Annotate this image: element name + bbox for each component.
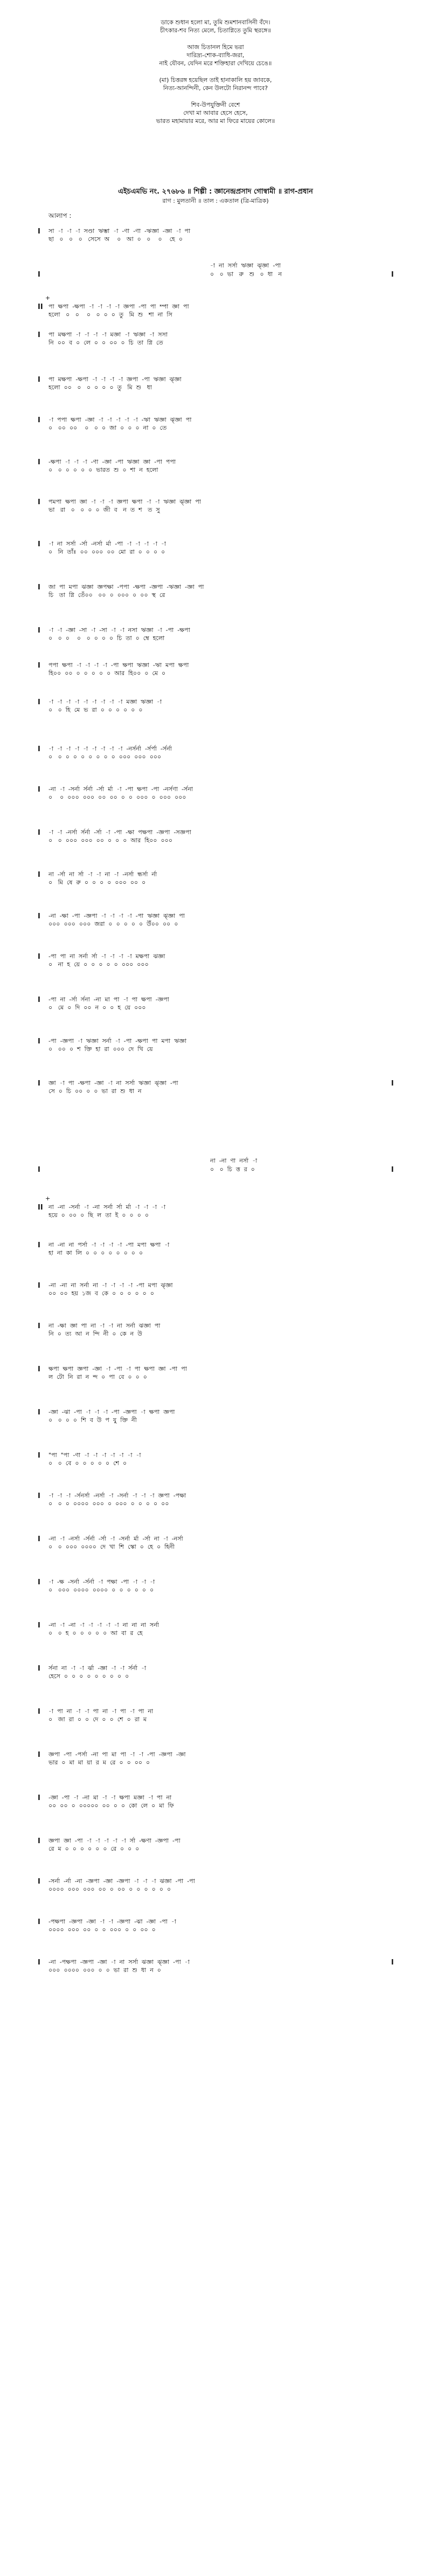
bani-line: ০ ০ ০ ০০০০ ০০০ ০ ০০০ ০ ০ ০ ০ ০০	[48, 1500, 169, 1507]
bar-line: I	[38, 540, 40, 548]
swara-line: -না -া -নর্সা -র্সর্না -র্সা -া -সর্না র্মা -র্সা না -া -নর্সা	[48, 1535, 183, 1542]
bar-line: I	[38, 786, 40, 794]
notation-row	[0, 1620, 431, 1642]
bani-line: ০০০ ০০০০ ০০০ ০ ০ ভা রা শু ধা ন ০	[48, 1967, 161, 1974]
lyric-line: নিত্য-আনন্দিনী, কেন উলটো নিরানন্দ পাবে?	[163, 85, 268, 92]
notation-row	[0, 697, 431, 719]
notation-row	[0, 828, 431, 849]
swara-line: ০ ০ চি ত্ত র ০	[210, 1166, 255, 1173]
bani-line: ০ না হ য়ে ০ ০ ০ ০ ০ ০০০ ০০০	[48, 961, 149, 968]
notation-row	[0, 375, 431, 396]
swara-line: -া -া -া -া -া -া -া -া -া মজ্ঞা ঋজ্ঞা -া	[48, 698, 162, 705]
bar-line: I	[38, 1878, 40, 1886]
bani-line: হেসে ০ ০ ০ ০ ০ ০ ০ ০ ০	[48, 1673, 129, 1680]
lyric-line: দারিদ্র্য-শোক-ব্যাধি-জরা,	[186, 52, 245, 59]
bar-line: I	[391, 271, 394, 279]
bani-line: রে ম ০ ০ ০ ০ ০ ০ রে ০ ০ ০	[48, 1845, 140, 1852]
bar-line: I	[38, 1959, 40, 1967]
notation-row	[0, 1407, 431, 1429]
notation-row	[0, 1877, 431, 1898]
bar-line: I	[38, 1166, 40, 1174]
bani-line: ০ নি তাঁঃ ০০ ০০০ ০০ মো রা ০ ০ ০ ০	[48, 548, 165, 555]
swara-line: -না -া -না -া -া -া -া -া না না না সর্না	[48, 1622, 159, 1629]
bani-line: নি ০০ ব ০ লে ০ ০ ০০ ০ চি তা গ্নি তে	[48, 339, 163, 346]
notation-row	[0, 226, 431, 248]
lyrics-stanza	[0, 76, 431, 92]
bani-line: ০ জা রা ০ ০ দে ০ ০ শে ০ রা ম	[48, 1716, 147, 1723]
swara-line: জ্ঞা -া পা -ক্ষপা -জ্ঞা -া না সর্সা ঋজ্ঞা ঝ্জ্ঞা -পা	[48, 1080, 178, 1087]
bani-line: ০ ০০০ ০০০০ ০০০০ ০ ০ ০ ০ ০ ০	[48, 1586, 154, 1593]
raga-tala-info: রাগ : মুলতানী ॥ তাল : একতাল (ত্রি-মাত্রিক)	[162, 197, 269, 204]
notation-row	[0, 1364, 431, 1386]
bani-line: ০ ০ হ ০ ০ ০ ০ ০ আ বা র হে	[48, 1630, 143, 1637]
lyrics-stanza	[0, 43, 431, 67]
swara-line: না -ক্ষা জ্ঞা পা না -া -া না সর্না ঝজ্ঞা পা	[48, 1322, 161, 1329]
notation-row	[0, 497, 431, 519]
bar-line: I	[38, 416, 40, 424]
bar-line: I	[38, 698, 40, 706]
swara-line: -সর্না -র্না -না -জ্ঞপা -জ্ঞা -জ্ঞপা -া -া -া ঝজ্ঞা -পা -পা	[48, 1878, 195, 1885]
bani-line: চি তা গ্নি তেঁ০০ ০০ ০ ০০০ ০ ০০ স্থ রে	[48, 592, 165, 599]
bani-line: হলো ০০ ০ ০ ০ ০ ০ তু মি শু ধা	[48, 384, 152, 391]
bani-line: ল টো নি রা ন ন্দ ০ পা বে ০ ০ ০	[48, 1373, 147, 1380]
bar-line: II	[38, 1204, 43, 1212]
bar-line: I	[38, 996, 40, 1004]
bar-line: I	[38, 1492, 40, 1500]
notation-row	[0, 1577, 431, 1599]
record-info: এইচএমভি নং. ২৭৬৮৬ ॥ শিল্পী : জ্ঞানেন্দ্রপ্রসাদ গোস্বামী ॥ রাগ-প্রধান	[118, 188, 313, 196]
swara-line: -না -া -সর্না র্সর্না -র্সা র্মা -া -পা ক্ষপা -পা -নর্সণা -র্সনা	[48, 786, 193, 793]
notation-row	[0, 1793, 431, 1815]
notation-row	[0, 1157, 431, 1186]
bani-line: ছা ০ ০ ০ সেসে অ ০ আ ০ ০ ০ হে ০	[48, 236, 183, 243]
bani-line: সে ০ চি ০০ ০ ০ ভা রা শু ধা ন	[48, 1088, 142, 1095]
notation-row	[0, 1240, 431, 1262]
swara-line: "পা "পা -ণা -া -া -া -া -া -া -া	[48, 1452, 141, 1459]
bar-line: I	[38, 1365, 40, 1373]
swara-line: -া -ক্ষ -সর্না -র্সর্না -া পক্ষা -পা -া -া -া	[48, 1578, 155, 1585]
bani-line: ০ মি ষে রু ০ ০ ০ ০ ০০০ ০০ ০	[48, 879, 146, 886]
swara-line: ০ ০ ভা রু শু ০ ধা ন	[210, 271, 282, 278]
notation-row	[0, 1917, 431, 1939]
bani-line: ০০ ০০ হয় ১জ ব কে ০ ০ ০ ০ ০ ০	[48, 1290, 154, 1297]
bar-line: I	[38, 1038, 40, 1046]
bar-line: I	[38, 498, 40, 506]
bar-line: I	[38, 1665, 40, 1673]
recording-header	[0, 187, 431, 205]
sam-mark: +	[45, 294, 51, 301]
bani-line: হলো ০ ০ ০ ০ ০ ০ তু মি শু শা না সি	[48, 311, 172, 318]
lyric-line: চীৎকার-শব নিত্য মেলে, চিতাগ্নিতে তুমি স্থরঙ্গে॥	[160, 27, 271, 34]
swara-line: ক্ষপা ক্ষপা জ্ঞপা -জ্ঞা -া -পা -া পা ক্ষপা জ্ঞা -পা পা	[48, 1365, 187, 1372]
notation-row	[0, 785, 431, 806]
bani-line: ০০০০ ০০০ ০০০ ০০ ০ ০০ ০ ০ ০ ০ ০ ০	[48, 1886, 171, 1893]
bani-line: ০ ০ বে ০ ০ ০ ০ ০ শে ০	[48, 1460, 127, 1467]
notation-row	[0, 1281, 431, 1302]
swara-line: -পক্ষপা -জ্ঞপা -জ্ঞা -া -া -জ্ঞপা -ঝা -জ্ঞা -পা -া	[48, 1918, 176, 1925]
bani-line: ভার ০ মা মা য়া র ম রে ০ ০ ০০ ০	[48, 1759, 150, 1766]
swara-line: -না -ক্ষা -পা -জ্ঞপা -া -া -া -া -পা ঋজ্ঞা ঝ্জ্ঞা পা	[48, 912, 185, 919]
bani-line: ০ ০ ০ ০ শি ব উ প যু ক্তি নী	[48, 1417, 137, 1424]
lyric-line: (মা) চিত্তরঙ্গ হয়েছিল তাই হানাকালি হয় জাবকে,	[159, 77, 272, 84]
bani-line: ভা রা ০ ০ ০ ০ জী ব ন ত শ ত সু	[48, 506, 160, 513]
notation-row	[0, 1750, 431, 1771]
bani-line: ০০০০ ০০০ ০০ ০ ০ ০০০ ০ ০ ০০ ০	[48, 1926, 156, 1933]
notation-row	[0, 911, 431, 933]
swara-line: -জ্ঞা -পা -া -না মা -া -া ক্ষপা মজ্ঞা -া পা না	[48, 1794, 172, 1801]
bani-line: ০ ০ ০০০ ০০০ ০০ ০০ ০ ০ ০০০ ০ ০০০ ০০০	[48, 794, 186, 801]
swara-line: -া পা না -া -া পা না -া পা -া পা না	[48, 1708, 154, 1715]
bar-line: I	[38, 871, 40, 879]
bani-line: ০ ০ ০০০ ০০০ ০০ ০ ০ ০ আর হি০০ ০০০	[48, 837, 172, 844]
bar-line: I	[38, 1241, 40, 1249]
bar-line: I	[38, 953, 40, 961]
swara-line: -পা -জ্ঞপা -া ঋজ্ঞা সর্না -া -পা -ক্ষপা পা মপা ঋজ্ঞা	[48, 1038, 187, 1045]
bar-line: I	[38, 1535, 40, 1543]
swara-line: -া না সর্সা -র্সা -নর্সা র্মা -পা -া -া -া -া -া	[48, 540, 166, 547]
notation-row	[0, 1079, 431, 1100]
pickup-notes: -া না সর্সা ঋজ্ঞা ঝ্জ্ঞা -পা	[210, 262, 281, 269]
lyric-line: ভারত মহামায়ার মরে, আর মা ফিরে মায়ের কোলে॥	[156, 118, 275, 125]
bani-line: ০০ ০০ ০ ০০০০০ ০০ ০ ০ কো লে ০ মা ফি	[48, 1802, 174, 1809]
notation-row	[0, 744, 431, 766]
bar-line: I	[391, 1080, 394, 1088]
notation-row	[0, 294, 431, 324]
swara-line: পা মক্ষপা -া -া -া -া মজ্ঞা -া ঋজ্ঞা -া সসা	[48, 331, 168, 338]
swara-line: -া পপা ক্ষপা -জ্ঞা -া -া -া -া -া -ঋা ঋজ্ঞা ঝ্জ্ঞা পা	[48, 416, 192, 423]
swara-line: -া -া -জ্ঞা -সা -া -সা -া -া নসা ঋজ্ঞা -া -পা -ক্ষপা	[48, 627, 190, 634]
swara-line: -না -না না সর্না না -া -া -া -া -পা মপা ঝ্জ্ঞা	[48, 1282, 173, 1289]
bar-line: I	[38, 1918, 40, 1926]
lyric-line: দেখা মা আবার হেসে হেসে,	[183, 109, 248, 116]
bar-line: I	[38, 376, 40, 384]
notation-row	[0, 1957, 431, 1979]
swara-line: সা -া -া -া সণ্ডা ঋম্ভা -া -ণা -ণা -ঋজ্ঞা -জ্ঞা -া পা	[48, 228, 191, 235]
swara-line: -ক্ষপা -া -া -া -ণা -জ্ঞা -পা ঋজ্ঞা জ্ঞা -পা পপা	[48, 458, 176, 465]
bar-line: I	[38, 1282, 40, 1290]
alap-label: আলাপ :	[48, 212, 72, 219]
bani-line: হা না কা লি ০ ০ ০ ০ ০ ০ ০ ০	[48, 1249, 143, 1256]
notation-row	[0, 582, 431, 604]
notation-row	[0, 1707, 431, 1728]
notation-row	[0, 870, 431, 891]
swara-line: -া -া -া -া -া -া -া -া -া -নর্সর্না -র্সর্পা -র্সর্না	[48, 745, 172, 752]
bani-line: ০ ০ ০ ০ ০ ০ ০ ০ ০ ০০০ ০০০ ০০০	[48, 753, 162, 760]
bar-line: I	[38, 228, 40, 236]
bani-line: নি ০ ত্য আ ন ন্দি নী ০ কে ন উ	[48, 1330, 142, 1337]
notation-row	[0, 1321, 431, 1343]
swara-line: -না -পক্ষপা -জ্ঞপা -জ্ঞা -া না সর্সা ঝজ্ঞা ঝ্জ্ঞা -পা -া	[48, 1959, 190, 1966]
bar-line: I	[38, 912, 40, 921]
bani-line: ০ ০ হি মে ভ রা ০ ০ ০ ০ ০ ০	[48, 706, 143, 713]
swara-line: পপা ক্ষপা -া -া -া -া -পা ক্ষপা ঋজ্ঞা -ঋা মপা ক্ষপা	[48, 662, 189, 669]
lyric-line: নাই যৌবন, যেদিন মরে শক্তিহারা দেখিয়ে চেঙে॥	[159, 60, 272, 67]
bani-line: ০ মে ০ দি ০০ ন ০ ০ হ য়ে ০০০	[48, 1004, 146, 1011]
bani-line: ০ ০০ ০০ ০ ০ ০ জা ০ ০ ০ না ০ তে	[48, 424, 167, 431]
notation-row	[0, 330, 431, 352]
bani-line: হি০০ ০০ ০ ০ ০ ০ ০ আর হি০০ ০ মে ০	[48, 670, 166, 677]
notation-row	[0, 952, 431, 973]
notation-row	[0, 995, 431, 1016]
notation-row	[0, 539, 431, 561]
notation-row	[0, 415, 431, 437]
notation-row	[0, 1664, 431, 1685]
bani-line: হয়ে ০ ০০ ০ ছি ল তা ই ০ ০ ০ ০	[48, 1212, 149, 1219]
notation-row	[0, 1836, 431, 1858]
bar-line: I	[38, 829, 40, 837]
bar-line: I	[38, 271, 40, 279]
notation-row	[0, 1534, 431, 1556]
bar-line: II	[38, 303, 43, 311]
swara-line: জা পা মপা ঝজ্ঞা জ্ঞপক্ষা -পপা -ক্ষপা -জ্ঞপা -ঋজ্ঞা -জ্ঞা পা	[48, 583, 204, 590]
lyrics-stanza	[0, 101, 431, 125]
notation-row	[0, 457, 431, 479]
bar-line: I	[38, 1794, 40, 1802]
swara-line: র্সনা না -া -া র্ঝা -জ্ঞা -া -া র্সর্না -া	[48, 1665, 147, 1672]
pickup-notes: না -না ণা নর্সা -া	[210, 1157, 258, 1164]
lyrics-stanza	[0, 18, 431, 35]
bar-line: I	[391, 1959, 394, 1967]
swara-line: জ্ঞপা -পা -পর্সা -না পা মা পা -া -া -পা -জ্ঞপা -জ্ঞা	[48, 1751, 186, 1758]
bani-line: ০ ০০ ০ শ ক্তি হা রা ০০০ দে খি য়ে	[48, 1046, 153, 1053]
notation-row	[0, 626, 431, 647]
sam-mark: +	[45, 1195, 51, 1202]
bar-line: I	[38, 1837, 40, 1845]
notation-row	[0, 661, 431, 682]
notation-row	[0, 1195, 431, 1224]
notation-row	[0, 1491, 431, 1513]
bar-line: I	[38, 627, 40, 635]
swara-line: পমপা ক্ষপা জ্ঞা -া -া -া জ্ঞপা ক্ষপা -া -া ঋজ্ঞা ঝ্জ্ঞা পা	[48, 498, 201, 505]
swara-line: -পা না -র্সা র্সনা -না মা পা -া পা ক্ষপা -জ্ঞপা	[48, 996, 169, 1003]
bar-line: I	[38, 1578, 40, 1586]
bar-line: I	[38, 1708, 40, 1716]
bar-line: I	[38, 1751, 40, 1759]
bani-line: ০০০ ০০০ ০০০ জরা ০ ০ ০ ০ ০ উঁ০০ ০০ ০	[48, 921, 178, 928]
notation-row	[0, 262, 431, 291]
bar-line: I	[38, 745, 40, 753]
lyric-line: ডাকে শুধান হলো মা, তুমি শুমশানবাসিনী বঁদে।	[161, 19, 270, 26]
swara-line: -া -া -নর্সা র্সর্না -র্সা -া -পা -ক্ষা পক্ষপা -জ্ঞপা -সজ্ঞপা	[48, 829, 191, 836]
swara-line: -জ্ঞা -ঝা -পা -া -া -া -পা -জ্ঞপা -া ক্ষপা জ্ঞপা	[48, 1409, 175, 1416]
bar-line: I	[38, 1622, 40, 1630]
bani-line: ০ ০ ০ ০ ০ ০ ০ ০ চি তা ০ ম্বে হলো	[48, 635, 165, 642]
bar-line: I	[38, 1080, 40, 1088]
swara-line: পা মক্ষপা -ক্ষপা -া -া -া -া জ্ঞপা -পা ঋজ্ঞা ঝ্জ্ঞা	[48, 376, 182, 383]
swara-line: না -র্সা না র্সা -া -া না -া -নর্সা ন্ধর্সা র্না	[48, 871, 157, 878]
swara-line: পা ক্ষপা -ক্ষপা -া -া -া -া জ্ঞপা -পা পা ম্পা জ্ঞা পা	[48, 303, 189, 310]
lyric-line: আজ চিতানল হিমে ভরা	[187, 44, 244, 51]
song-lyrics	[0, 18, 431, 134]
lyric-line: শিব-উপযুক্তিনী বেশে	[191, 101, 240, 108]
bani-line: ০ ০ ০ ০ ০ ০ ভারত শু ০ শা ন হলো	[48, 466, 158, 473]
bar-line: I	[391, 1166, 394, 1174]
bar-line: I	[38, 331, 40, 339]
notation-row	[0, 1036, 431, 1058]
swara-line: জ্ঞপা জ্ঞা -পা -া -া -া -া -া র্সা -ক্ষণা -জ্ঞপা -পা	[48, 1837, 180, 1844]
bar-line: I	[38, 458, 40, 466]
bar-line: I	[38, 1322, 40, 1330]
swara-line: না -না না পর্সা -া -া -া -া -পা মপা ক্ষপা -া	[48, 1241, 170, 1248]
swara-line: না -না -সর্না -া -না সর্না র্সা র্মা -া -া -া -া	[48, 1204, 166, 1211]
bani-line: ০ ০ ০০০ ০০০০ দে খা শি স্কো ০ হে ০ হিনী	[48, 1543, 175, 1550]
swara-line: -া -া -া -র্সনর্সা -নর্সা -া -সর্না -া -া -া জ্ঞপা -পক্ষা	[48, 1492, 186, 1499]
notation-row	[0, 1451, 431, 1472]
bar-line: I	[38, 662, 40, 670]
bar-line: I	[38, 583, 40, 592]
bar-line: I	[38, 1452, 40, 1460]
swara-line: -পা পা না সর্না র্সা -া -া -া -া মক্ষপা ঝজ্ঞা	[48, 953, 165, 960]
bar-line: I	[38, 1409, 40, 1417]
